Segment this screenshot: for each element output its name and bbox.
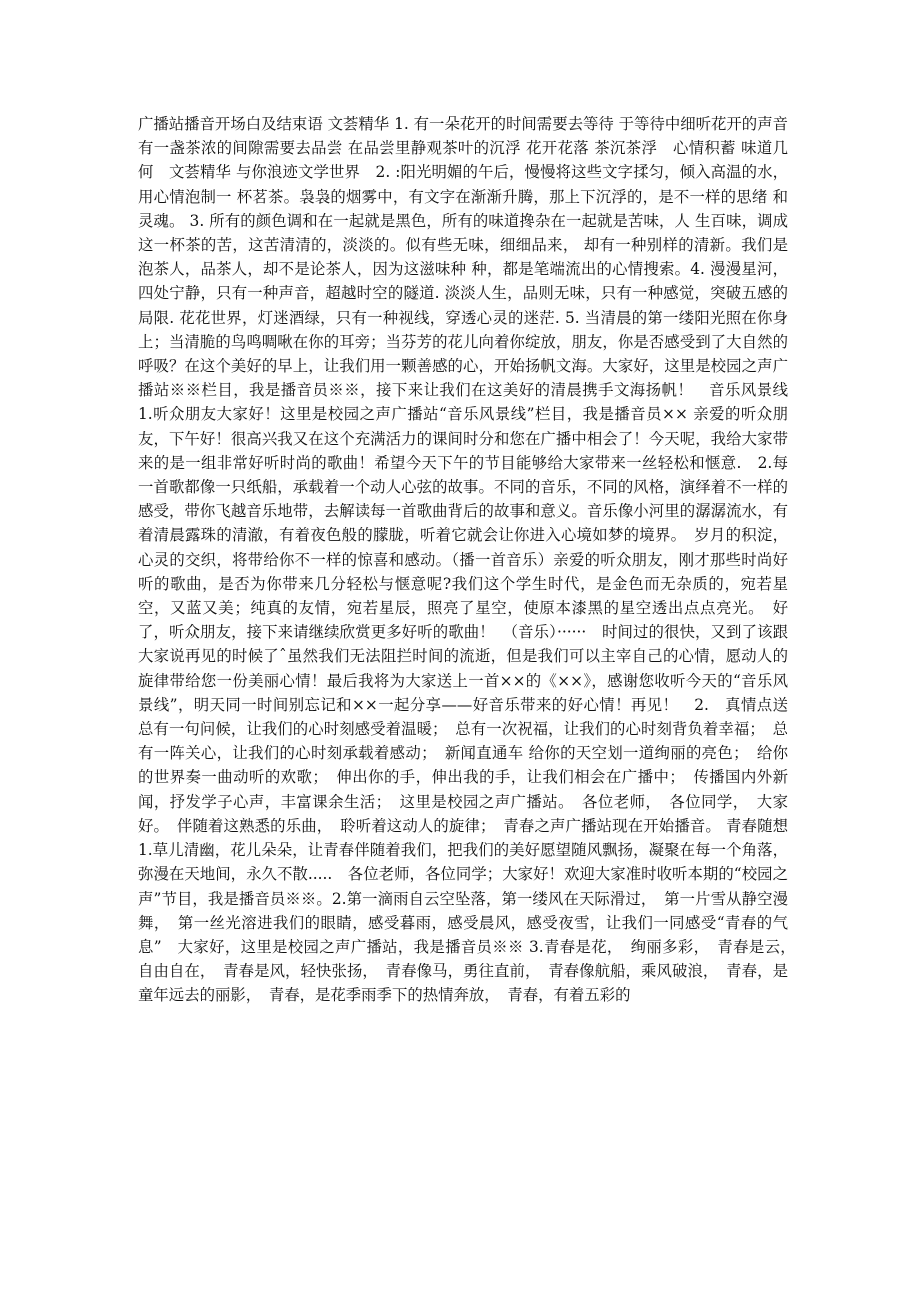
document-body-text: 广播站播音开场白及结束语 文荟精华 1. 有一朵花开的时间需要去等待 于等待中细听花开的声音 有一盏茶浓的间隙需要去品尝 在品尝里静观茶叶的沉浮 花开花落 茶沉茶浮 心情积蓄 味道几何 文荟精华 与你浪迹文学世界 2. :阳光明媚的午后，慢慢将这些文字揉匀，倾入高温的水，用心情泡制一 杯茗茶。袅袅的烟雾中，有文字在渐渐升腾，那上下沉浮的，是不一样的思绪 和灵魂。 3. 所有的颜色调和在一起就是黑色，所有的味道搀杂在一起就是苦味，人 生百味，调成这一杯茶的苦，这苦清清的，淡淡的。似有些无味，细细品来， 却有一种别样的清新。我们是泡茶人，品茶人，却不是论茶人，因为这滋味种 种，都是笔端流出的心情搜索。4. 漫漫星河，四处宁静，只有一种声音，超越时空的隧道. 淡淡人生，品则无味，只有一种感觉，突破五感的局限. 花花世界，灯迷酒绿，只有一种视线，穿透心灵的迷茫. 5. 当清晨的第一缕阳光照在你身上；当清脆的鸟鸣啁啾在你的耳旁；当芬芳的花儿向着你绽放，朋友，你是否感受到了大自然的呼吸？在这个美好的早上，让我们用一颗善感的心，开始扬帆文海。大家好，这里是校园之声广播站※※栏目，我是播音员※※，接下来让我们在这美好的清晨携手文海扬帆！ 音乐风景线 1.听众朋友大家好！这里是校园之声广播站“音乐风景线”栏目，我是播音员×× 亲爱的听众朋友，下午好！很高兴我又在这个充满活力的课间时分和您在广播中相会了！今天呢，我给大家带来的是一组非常好听时尚的歌曲！希望今天下午的节目能够给大家带来一丝轻松和惬意. 2.每一首歌都像一只纸船，承载着一个动人心弦的故事。不同的音乐，不同的风格，演绎着不一样的感受，带你飞越音乐地带，去解读每一首歌曲背后的故事和意义。音乐像小河里的潺潺流水，有着清晨露珠的清澈，有着夜色般的朦胧，听着它就会让你进入心境如梦的境界。 岁月的积淀，心灵的交织，将带给你不一样的惊喜和感动。（播一首音乐）亲爱的听众朋友，刚才那些时尚好听的歌曲，是否为你带来几分轻松与惬意呢?我们这个学生时代，是金色而无杂质的，宛若星空，又蓝又美；纯真的友情，宛若星辰，照亮了星空，使原本漆黑的星空透出点点亮光。 好了，听众朋友，接下来请继续欣赏更多好听的歌曲！ （音乐）······ 时间过的很快，又到了该跟大家说再见的时候了ˆ虽然我们无法阻拦时间的流逝，但是我们可以主宰自己的心情，愿动人的旋律带给您一份美丽心情！最后我将为大家送上一首××的《××》，感谢您收听今天的“音乐风景线”，明天同一时间别忘记和××一起分享——好音乐带来的好心情！再见！ 2. 真情点送 总有一句问候，让我们的心时刻感受着温暖； 总有一次祝福，让我们的心时刻背负着幸福； 总有一阵关心，让我们的心时刻承载着感动； 新闻直通车 给你的天空划一道绚丽的亮色； 给你的世界奏一曲动听的欢歌； 伸出你的手，伸出我的手，让我们相会在广播中； 传播国内外新闻，抒发学子心声，丰富课余生活； 这里是校园之声广播站。 各位老师， 各位同学， 大家好。 伴随着这熟悉的乐曲， 聆听着这动人的旋律； 青春之声广播站现在开始播音。 青春随想 1.草儿清幽，花儿朵朵，让青春伴随着我们，把我们的美好愿望随风飘扬，凝聚在每一个角落，弥漫在天地间，永久不散..... 各位老师，各位同学；大家好！欢迎大家准时收听本期的“校园之声”节目，我是播音员※※。2.第一滴雨自云空坠落，第一缕风在天际滑过， 第一片雪从静空漫舞， 第一丝光溶进我们的眼睛，感受暮雨，感受晨风，感受夜雪，让我们一同感受“青春的气息” 大家好，这里是校园之声广播站，我是播音员※※ 3.青春是花， 绚丽多彩， 青春是云， 自由自在， 青春是风，轻快张扬， 青春像马，勇往直前， 青春像航船，乘风破浪， 青春，是童年远去的丽影， 青春，是花季雨季下的热情奔放， 青春，有着五彩的 (138, 115, 804, 1005)
document-page (138, 112, 804, 1008)
